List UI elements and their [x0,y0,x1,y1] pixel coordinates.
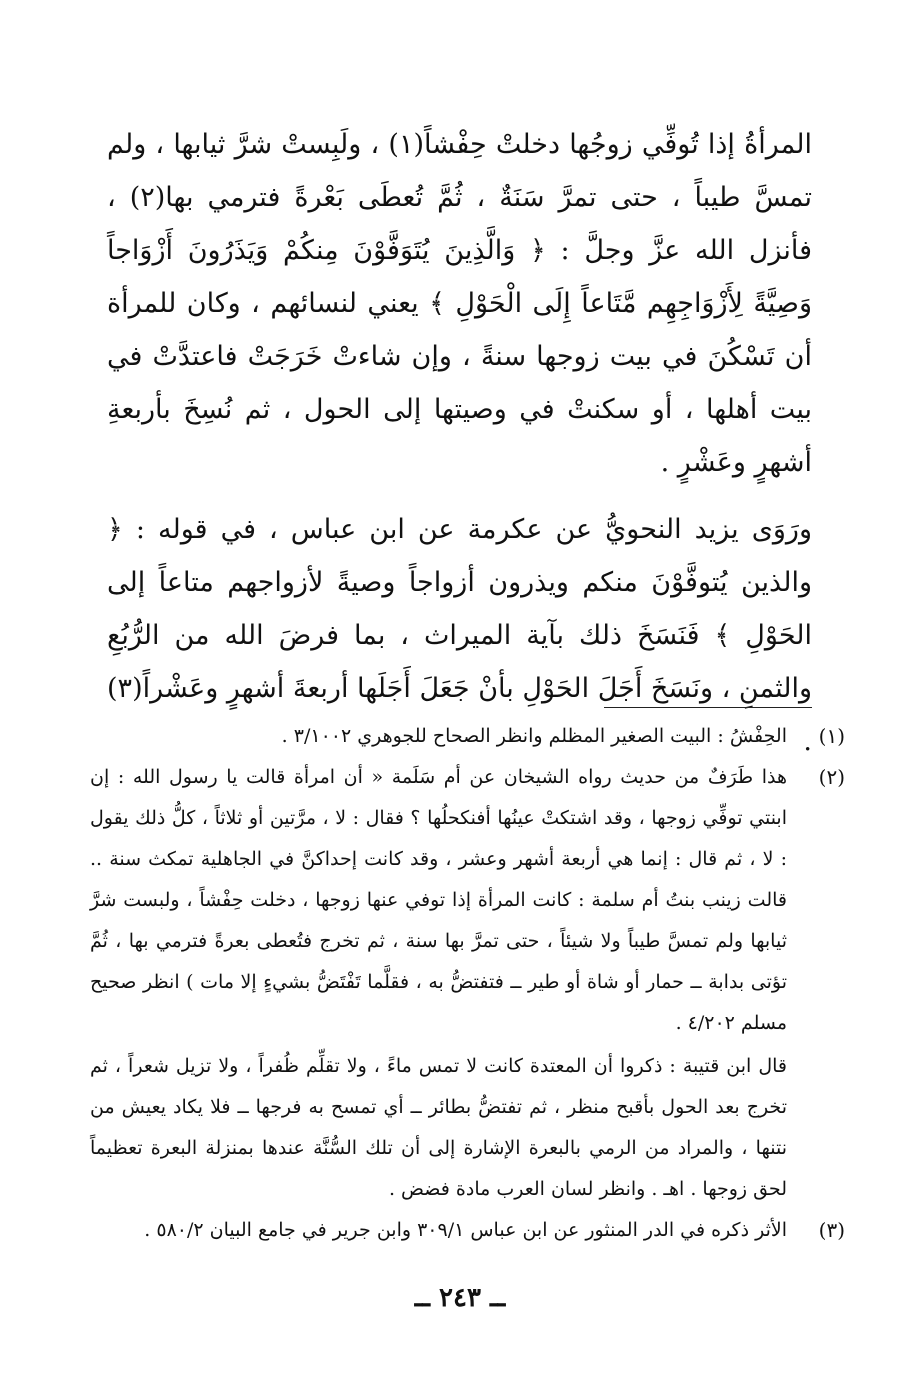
footnote-body [90,757,787,1210]
footnote-body [90,1210,787,1251]
footnote-text: قال ابن قتيبة : ذكروا أن المعتدة كانت لا تمس ماءً ، ولا تقلِّم ظُفراً ، ولا تزيل شعراً ، ثم تخرج بعد الحول بأقبح منظر ، ثم تفتضُّ بطائر ــ أي تمسح به فرجها ــ فلا يكاد يعيش من نتنها ، والمراد من الرمي بالبعرة الإشارة إلى أن تلك السُّنَّة عندها بمنزلة البعرة تعظيماً لحق زوجها . اهـ . وانظر لسان العرب مادة فضض . [90,1055,787,1200]
main-text [107,118,812,768]
footnote-text: الحِفْشُ : البيت الصغير المظلم وانظر الصحاح للجوهري ٣/١٠٠٢ . [281,725,787,747]
main-paragraph-2: ورَوَى يزيد النحويُّ عن عكرمة عن ابن عباس ، في قوله : ﴿ والذين يُتوفَّوْنَ منكم ويذرون أزواجاً وصيةً لأزواجهم متاعاً إلى الحَوْلِ ﴾ فَنَسَخَ ذلك بآية الميراث ، بما فرضَ الله من الرُّبُعِ والثمنِ ، ونَسَخَ أَجَلَ الحَوْلِ بأنْ جَعَلَ أَجَلَها أربعةَ أشهرٍ وعَشْراً(٣) . [107,514,812,757]
footnotes [90,716,845,1251]
footnote-text: هذا طَرَفٌ من حديث رواه الشيخان عن أم سَلَمة « أن امرأة قالت يا رسول الله : إن ابنتي توفِّي زوجها ، وقد اشتكتْ عينُها أفنكحلُها ؟ فقال : لا ، مرَّتين أو ثلاثاً ، كلُّ ذلك يقول : لا ، ثم قال : إنما هي أربعة أشهر وعشر ، وقد كانت إحداكنَّ في الجاهلية تمكث سنة .. قالت زينب بنتُ أم سلمة : كانت المرأة إذا توفي عنها زوجها ، دخلت حِفْشاً ، ولبست شرَّ ثيابها ولم تمسَّ طيباً ولا شيئاً ، حتى تمرَّ بها سنة ، ثم تخرج فتُعطى بعرةً فترمي بها ، ثُمَّ تؤتى بدابة ــ حمار أو شاة أو طير ــ فتفتضُّ به ، فقلَّما تَفْتَضُّ بشيءٍ إلا مات ) انظر صحيح مسلم ٤/٢٠٢ . [90,766,787,1034]
footnote-number: (٢) [818,765,845,789]
footnote-number: (١) [818,724,845,748]
page-number: ــ ٢٤٣ ــ [414,1283,506,1313]
footnote-separator [604,707,812,708]
footnote-number: (٣) [818,1218,845,1242]
main-paragraph-1: المرأةُ إذا تُوفِّي زوجُها دخلتْ حِفْشاً(١) ، ولَبِستْ شرَّ ثيابها ، ولم تمسَّ طيباً ، حتى تمرَّ سَنَةٌ ، ثُمَّ تُعطَى بَعْرةً فترمي بها(٢) ، فأنزل الله عزَّ وجلَّ : ﴿ وَالَّذِينَ يُتَوَفَّوْنَ مِنكُمْ وَيَذَرُونَ أَزْوَاجاً وَصِيَّةً لِأَزْوَاجِهِم مَّتَاعاً إِلَى الْحَوْلِ ﴾ يعني لنسائهم ، وكان للمرأة أن تَسْكُنَ في بيت زوجها سنةً ، وإن شاءتْ خَرَجَتْ فاعتدَّتْ في بيت أهلها ، أو سكنتْ في وصيتها إلى الحول ، ثم نُسِخَ بأربعةِ أشهرٍ وعَشْرٍ . [107,129,812,478]
footnote-text: الأثر ذكره في الدر المنثور عن ابن عباس ٣٠٩/١ وابن جرير في جامع البيان ٥٨٠/٢ . [144,1219,787,1241]
footnote-2 [90,757,845,1210]
footnote-body [90,716,787,757]
footnote-1 [90,716,845,757]
footnote-3 [90,1210,845,1251]
